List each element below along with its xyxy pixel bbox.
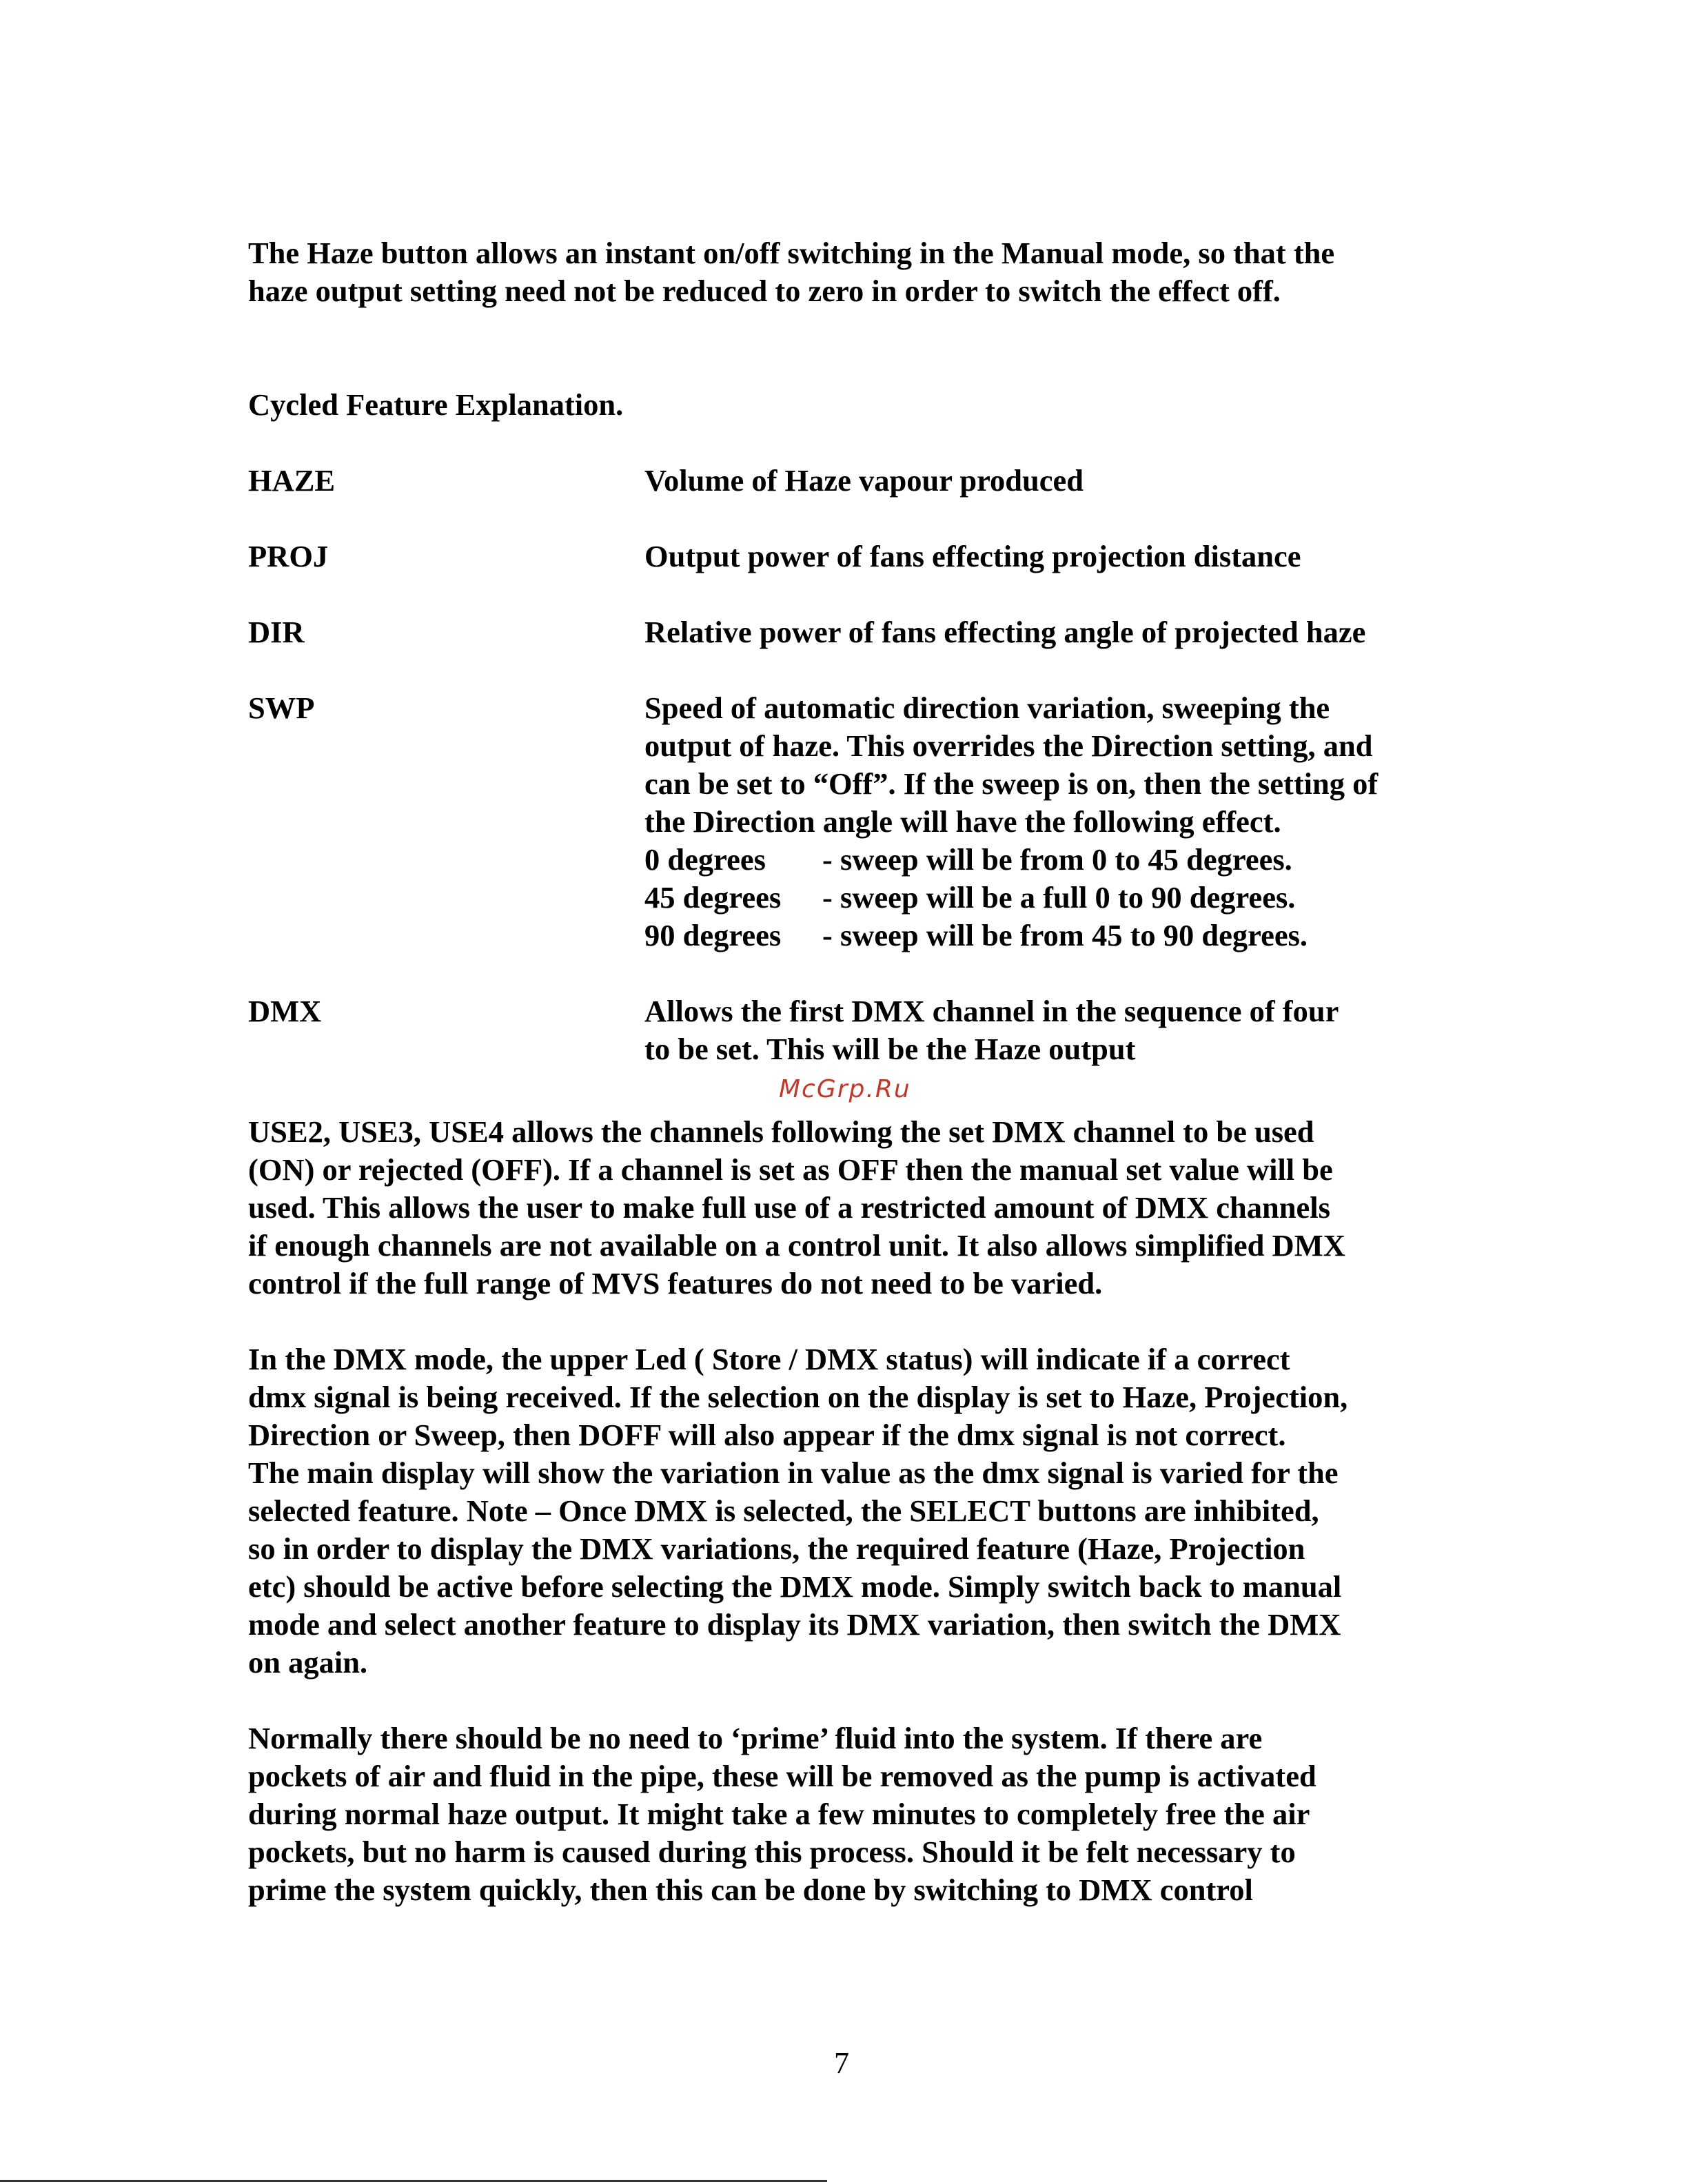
sweep-table (624, 841, 1472, 955)
paragraph-line: used. This allows the user to make full use of a restricted amount of DMX channels (248, 1190, 1330, 1225)
sweep-effect: - sweep will be a full 0 to 90 degrees. (822, 880, 1296, 915)
paragraph-line: dmx signal is being received. If the selection on the display is set to Haze, Projection, (248, 1380, 1348, 1414)
paragraph-line: mode and select another feature to display its DMX variation, then switch the DMX (248, 1607, 1341, 1642)
feature-desc-line: Volume of Haze vapour produced (644, 463, 1084, 498)
section-title: Cycled Feature Explanation. (248, 387, 624, 422)
feature-desc-line: output of haze. This overrides the Direction setting, and (644, 728, 1373, 763)
sweep-angle: 90 degrees (644, 918, 782, 952)
feature-desc-line: Allows the first DMX channel in the sequence of four (644, 994, 1339, 1028)
paragraph-line: In the DMX mode, the upper Led ( Store / DMX status) will indicate if a correct (248, 1342, 1290, 1376)
intro-line-2: haze output setting need not be reduced to zero in order to switch the effect off. (248, 274, 1281, 308)
feature-desc-haze (644, 462, 1472, 500)
paragraph-line: (ON) or rejected (OFF). If a channel is set as OFF then the manual set value will be (248, 1152, 1333, 1187)
paragraph-line: prime the system quickly, then this can be done by switching to DMX control (248, 1872, 1253, 1907)
feature-desc-line: the Direction angle will have the following effect. (644, 804, 1281, 839)
intro-paragraph (248, 234, 1461, 310)
paragraph-line: Normally there should be no need to ‘prime’ fluid into the system. If there are (248, 1721, 1263, 1755)
feature-desc-dir (644, 613, 1472, 651)
feature-desc-line: Relative power of fans effecting angle of projected haze (644, 615, 1366, 649)
watermark: McGrp.Ru (779, 1075, 911, 1103)
paragraph-line: control if the full range of MVS features do not need to be varied. (248, 1266, 1103, 1300)
feature-desc-line: Speed of automatic direction variation, sweeping the (644, 691, 1330, 725)
sweep-effect: - sweep will be from 45 to 90 degrees. (822, 918, 1308, 952)
feature-desc-line: can be set to “Off”. If the sweep is on, then the setting of (644, 766, 1379, 801)
prime-paragraph (248, 1719, 1461, 1909)
sweep-angle: 45 degrees (644, 880, 782, 915)
paragraph-line: so in order to display the DMX variations, the required feature (Haze, Projection (248, 1531, 1305, 1566)
feature-term-proj: PROJ (248, 539, 329, 573)
feature-desc-dmx (644, 992, 1472, 1068)
paragraph-line: The main display will show the variation in value as the dmx signal is varied for the (248, 1456, 1339, 1490)
bottom-divider (0, 2180, 827, 2182)
feature-desc-swp (644, 689, 1472, 955)
paragraph-line: pockets of air and fluid in the pipe, these will be removed as the pump is activated (248, 1759, 1316, 1793)
feature-term-swp: SWP (248, 691, 315, 725)
sweep-table-row (624, 917, 1472, 955)
feature-term-dir: DIR (248, 615, 305, 649)
feature-desc-line: to be set. This will be the Haze output (644, 1032, 1136, 1066)
paragraph-line: during normal haze output. It might take a few minutes to completely free the air (248, 1797, 1310, 1831)
page-number: 7 (834, 2046, 849, 2080)
paragraph-line: pockets, but no harm is caused during this process. Should it be felt necessary to (248, 1835, 1296, 1869)
intro-line-1: The Haze button allows an instant on/off switching in the Manual mode, so that the (248, 236, 1335, 270)
feature-desc-line: Output power of fans effecting projection distance (644, 539, 1301, 573)
use-paragraph (248, 1113, 1461, 1303)
dmx-mode-paragraph (248, 1340, 1461, 1682)
feature-desc-proj (644, 538, 1472, 575)
sweep-effect: - sweep will be from 0 to 45 degrees. (822, 842, 1292, 877)
paragraph-line: selected feature. Note – Once DMX is selected, the SELECT buttons are inhibited, (248, 1493, 1319, 1528)
paragraph-line: USE2, USE3, USE4 allows the channels following the set DMX channel to be used (248, 1114, 1314, 1149)
feature-term-dmx: DMX (248, 994, 322, 1028)
sweep-angle: 0 degrees (644, 842, 766, 877)
feature-term-haze: HAZE (248, 463, 336, 498)
paragraph-line: if enough channels are not available on a control unit. It also allows simplified DMX (248, 1228, 1345, 1263)
paragraph-line: etc) should be active before selecting the DMX mode. Simply switch back to manual (248, 1569, 1342, 1604)
sweep-table-row (624, 879, 1472, 917)
paragraph-line: Direction or Sweep, then DOFF will also appear if the dmx signal is not correct. (248, 1418, 1286, 1452)
paragraph-line: on again. (248, 1645, 368, 1680)
sweep-table-row (624, 841, 1472, 879)
